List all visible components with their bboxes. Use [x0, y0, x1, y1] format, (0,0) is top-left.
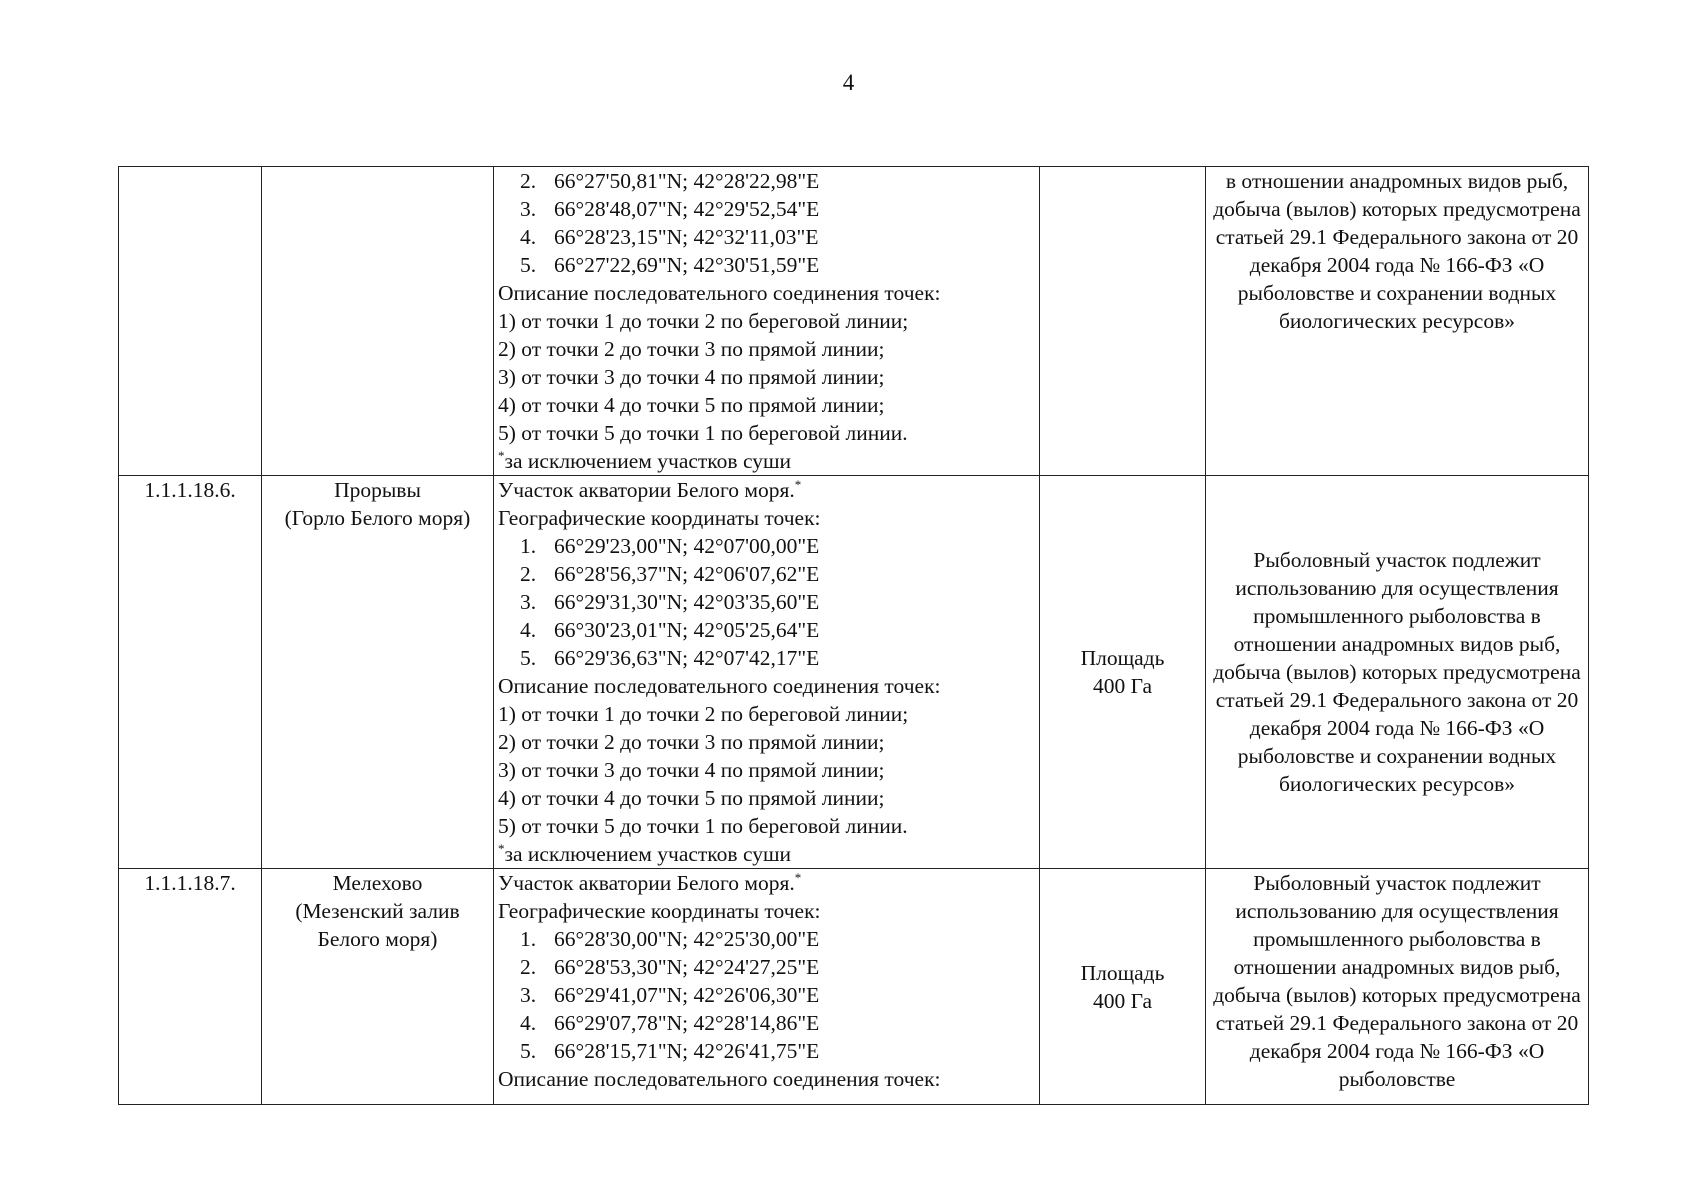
area-name: Мелехово (Мезенский залив Белого моря): [262, 869, 494, 1105]
coordinate-point: 2. 66°27'50,81"N; 42°28'22,98"E: [520, 169, 820, 193]
page-number: 4: [842, 70, 855, 95]
fishing-areas-table: [118, 166, 1589, 1105]
area-intro: Участок акватории Белого моря.*: [498, 476, 802, 502]
area-name: [262, 167, 494, 476]
connection-step: 5) от точки 5 до точки 1 по береговой линии.: [498, 421, 908, 445]
connection-step: 2) от точки 2 до точки 3 по прямой линии;: [498, 337, 885, 361]
area-description: [494, 476, 1040, 869]
coordinate-point: 5. 66°28'15,71"N; 42°26'41,75"E: [520, 1039, 820, 1063]
coordinate-point: 1. 66°29'23,00"N; 42°07'00,00"E: [520, 534, 820, 558]
connection-step: 1) от точки 1 до точки 2 по береговой линии;: [498, 702, 909, 726]
row-number: 1.1.1.18.6.: [119, 476, 262, 869]
coordinate-point: 2. 66°28'56,37"N; 42°06'07,62"E: [520, 562, 820, 586]
coordinate-point: 3. 66°28'48,07"N; 42°29'52,54"E: [520, 197, 820, 221]
usage-note: Рыболовный участок подлежит использованию для осуществления промышленного рыболовства в отношении анадромных видов рыб, добыча (вылов) которых предусмотрена статьей 29.1 Федерального закона от 20 декабря 2004 года № 166-ФЗ «О рыболовстве: [1206, 869, 1589, 1105]
coordinate-point: 5. 66°27'22,69"N; 42°30'51,59"E: [520, 253, 820, 277]
area-intro: Участок акватории Белого моря.*: [498, 869, 802, 895]
coordinates-title: Географические координаты точек:: [498, 899, 821, 923]
table-row: [119, 167, 1589, 476]
coordinate-point: 4. 66°28'23,15"N; 42°32'11,03"E: [520, 225, 819, 249]
footnote: *за исключением участков суши: [498, 840, 792, 866]
footnote: *за исключением участков суши: [498, 447, 792, 473]
coordinate-point: 4. 66°29'07,78"N; 42°28'14,86"E: [520, 1011, 820, 1035]
table-row: [119, 869, 1589, 1105]
connection-title: Описание последовательного соединения точек:: [498, 674, 941, 698]
table-row: [119, 476, 1589, 869]
area-size: Площадь 400 Га: [1040, 476, 1206, 869]
coordinate-point: 4. 66°30'23,01"N; 42°05'25,64"E: [520, 618, 820, 642]
coordinate-point: 2. 66°28'53,30"N; 42°24'27,25"E: [520, 955, 820, 979]
connection-step: 4) от точки 4 до точки 5 по прямой линии;: [498, 393, 885, 417]
connection-title: Описание последовательного соединения точек:: [498, 1067, 941, 1091]
usage-note: в отношении анадромных видов рыб, добыча (вылов) которых предусмотрена статьей 29.1 Федерального закона от 20 декабря 2004 года № 166-ФЗ «О рыболовстве и сохранении водных биологических ресурсов»: [1206, 167, 1589, 476]
coordinates-title: Географические координаты точек:: [498, 506, 821, 530]
area-size: [1040, 167, 1206, 476]
area-description: [494, 869, 1040, 1105]
area-size: Площадь 400 Га: [1040, 869, 1206, 1105]
connection-title: Описание последовательного соединения точек:: [498, 281, 941, 305]
row-number: 1.1.1.18.7.: [119, 869, 262, 1105]
area-name: Прорывы (Горло Белого моря): [262, 476, 494, 869]
coordinate-point: 3. 66°29'31,30"N; 42°03'35,60"E: [520, 590, 820, 614]
connection-step: 2) от точки 2 до точки 3 по прямой линии;: [498, 730, 885, 754]
coordinate-point: 3. 66°29'41,07"N; 42°26'06,30"E: [520, 983, 820, 1007]
coordinate-point: 1. 66°28'30,00"N; 42°25'30,00"E: [520, 927, 820, 951]
connection-step: 5) от точки 5 до точки 1 по береговой линии.: [498, 814, 908, 838]
row-number: [119, 167, 262, 476]
connection-step: 4) от точки 4 до точки 5 по прямой линии;: [498, 786, 885, 810]
coordinate-point: 5. 66°29'36,63"N; 42°07'42,17"E: [520, 646, 820, 670]
connection-step: 3) от точки 3 до точки 4 по прямой линии;: [498, 758, 885, 782]
connection-step: 1) от точки 1 до точки 2 по береговой линии;: [498, 309, 909, 333]
connection-step: 3) от точки 3 до точки 4 по прямой линии;: [498, 365, 885, 389]
area-description: [494, 167, 1040, 476]
usage-note: Рыболовный участок подлежит использованию для осуществления промышленного рыболовства в отношении анадромных видов рыб, добыча (вылов) которых предусмотрена статьей 29.1 Федерального закона от 20 декабря 2004 года № 166-ФЗ «О рыболовстве и сохранении водных биологических ресурсов»: [1206, 476, 1589, 869]
